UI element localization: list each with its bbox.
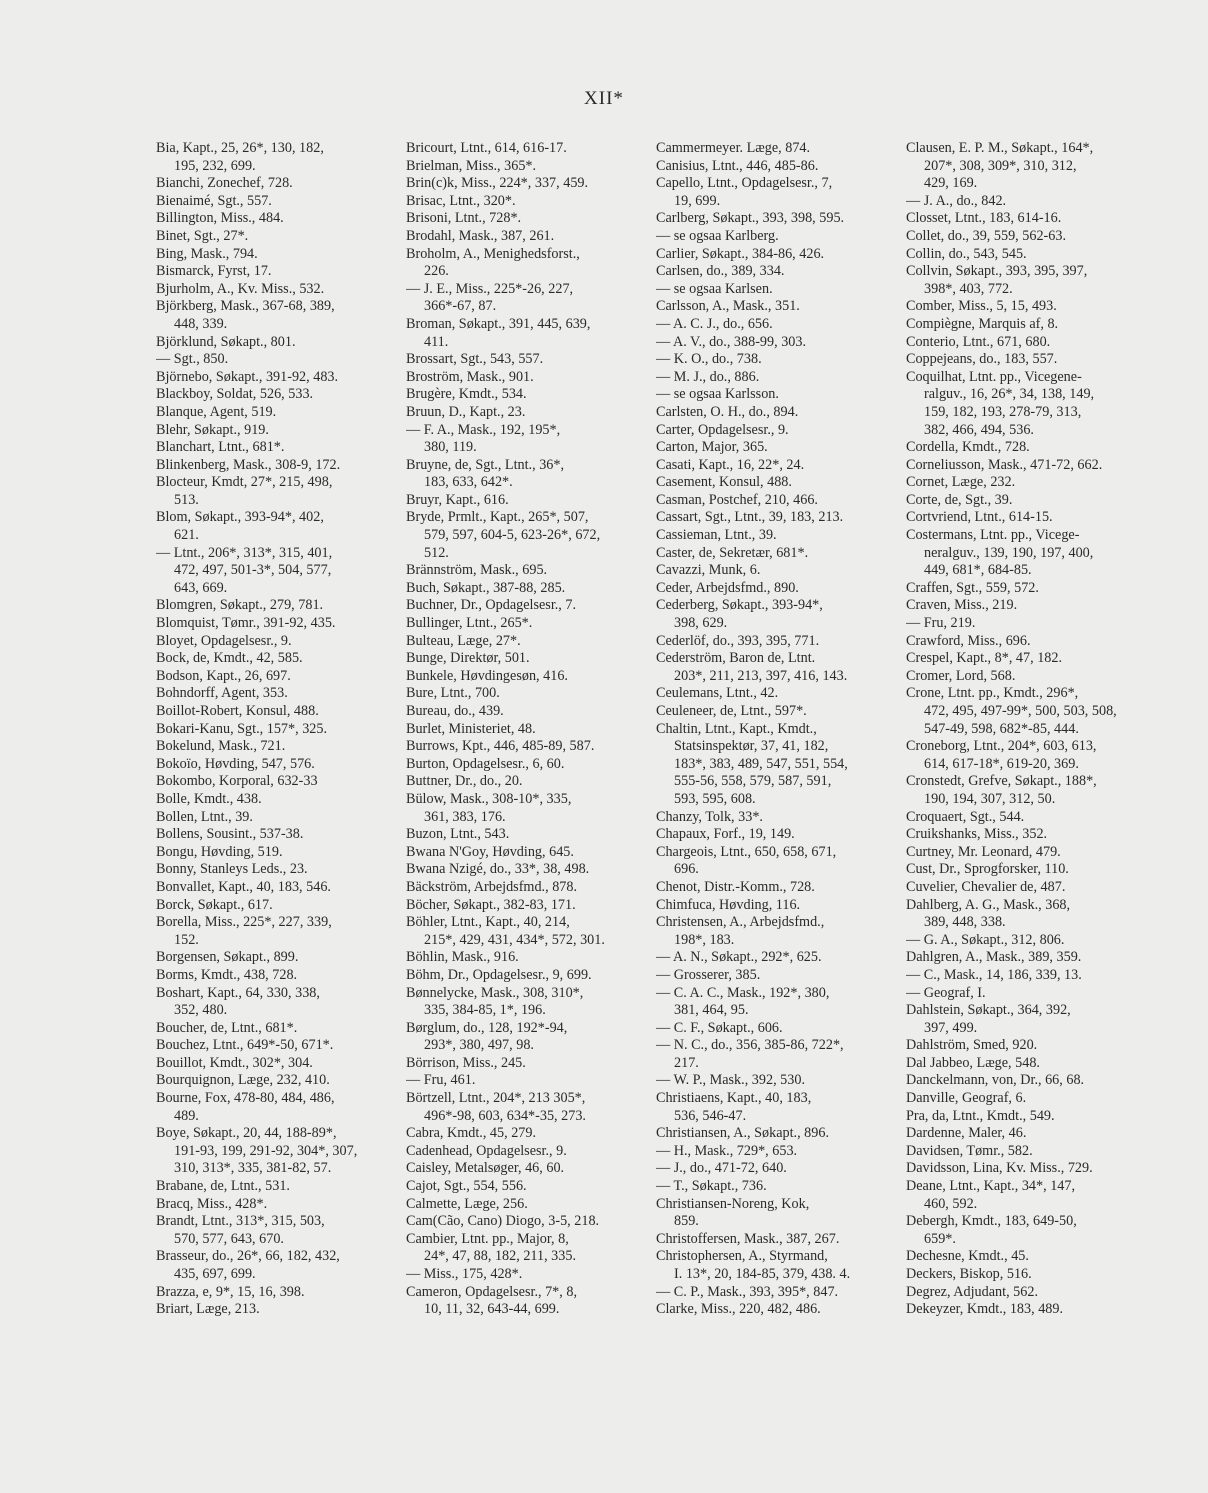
index-entry: Crespel, Kapt., 8*, 47, 182. [906, 650, 1063, 667]
index-entry-continuation: 512. [424, 544, 449, 561]
index-entry: Chenot, Distr.-Komm., 728. [656, 878, 815, 895]
index-entry-continuation: Statsinspektør, 37, 41, 182, [674, 738, 829, 755]
index-entry: Curtney, Mr. Leonard, 479. [906, 843, 1061, 860]
index-entry: Craven, Miss., 219. [906, 597, 1018, 614]
index-entry: — Geograf, I. [906, 984, 986, 1001]
index-entry: Caisley, Metalsøger, 46, 60. [406, 1160, 565, 1177]
index-entry: Bruun, D., Kapt., 23. [406, 403, 526, 420]
index-entry: Coquilhat, Ltnt. pp., Vicegene- [906, 368, 1082, 385]
index-entry-continuation: 381, 464, 95. [674, 1002, 749, 1019]
index-entry: Chanzy, Tolk, 33*. [656, 808, 763, 825]
index-entry: Dahlgren, A., Mask., 389, 359. [906, 949, 1082, 966]
index-entry: Bing, Mask., 794. [156, 245, 258, 262]
index-entry-continuation: 152. [174, 931, 199, 948]
index-entry: — M. J., do., 886. [656, 368, 760, 385]
index-entry: — A. C. J., do., 656. [656, 315, 773, 332]
index-entry: Calmette, Læge, 256. [406, 1195, 528, 1212]
index-entry: — A. V., do., 388-99, 303. [656, 333, 807, 350]
index-entry: Croneborg, Ltnt., 204*, 603, 613, [906, 738, 1097, 755]
index-entry: Böhm, Dr., Opdagelsesr., 9, 699. [406, 966, 592, 983]
index-entry: Broholm, A., Menighedsforst., [406, 245, 580, 262]
index-entry: Collvin, Søkapt., 393, 395, 397, [906, 263, 1088, 280]
index-entry: Caster, de, Sekretær, 681*. [656, 544, 809, 561]
index-entry: Dardenne, Maler, 46. [906, 1125, 1027, 1142]
index-entry: Cassieman, Ltnt., 39. [656, 527, 777, 544]
index-entry: Christensen, A., Arbejdsfmd., [656, 914, 825, 931]
index-entry: Carlberg, Søkapt., 393, 398, 595. [656, 210, 845, 227]
index-entry: Cassart, Sgt., Ltnt., 39, 183, 213. [656, 509, 844, 526]
index-entry: Cajot, Sgt., 554, 556. [406, 1178, 527, 1195]
index-entry: Bolle, Kmdt., 438. [156, 790, 262, 807]
index-entry-continuation: 536, 546-47. [674, 1107, 747, 1124]
index-entry: — Sgt., 850. [156, 351, 229, 368]
index-entry: Collet, do., 39, 559, 562-63. [906, 227, 1066, 244]
index-entry: Bwana N'Goy, Høvding, 645. [406, 843, 574, 860]
index-entry: Chimfuca, Høvding, 116. [656, 896, 801, 913]
index-entry: Bryde, Prmlt., Kapt., 265*, 507, [406, 509, 589, 526]
index-entry: Bonvallet, Kapt., 40, 183, 546. [156, 878, 331, 895]
index-entry: Briart, Læge, 213. [156, 1301, 260, 1318]
index-entry: — J. E., Miss., 225*-26, 227, [406, 280, 574, 297]
index-entry: Carlsen, do., 389, 334. [656, 263, 785, 280]
index-entry: — C., Mask., 14, 186, 339, 13. [906, 966, 1082, 983]
index-entry: Borck, Søkapt., 617. [156, 896, 273, 913]
index-entry-continuation: 310, 313*, 335, 381-82, 57. [174, 1160, 332, 1177]
index-entry: Cameron, Opdagelsesr., 7*, 8, [406, 1283, 578, 1300]
index-entry: Bodson, Kapt., 26, 697. [156, 667, 291, 684]
index-entry-continuation: 293*, 380, 497, 98. [424, 1037, 534, 1054]
index-entry: Cromer, Lord, 568. [906, 667, 1016, 684]
index-entry: Cust, Dr., Sprogforsker, 110. [906, 861, 1069, 878]
index-entry-continuation: 352, 480. [174, 1002, 228, 1019]
index-entry: Blanchart, Ltnt., 681*. [156, 439, 285, 456]
index-entry-continuation: 472, 495, 497-99*, 500, 503, 508, [924, 703, 1117, 719]
index-entry: Bismarck, Fyrst, 17. [156, 263, 272, 280]
index-entry: Broman, Søkapt., 391, 445, 639, [406, 315, 591, 332]
index-entry: Bureau, do., 439. [406, 703, 504, 719]
index-entry: — Fru, 219. [906, 615, 976, 632]
index-entry: Craffen, Sgt., 559, 572. [906, 579, 1039, 596]
index-entry-continuation: 190, 194, 307, 312, 50. [924, 790, 1056, 807]
index-entry: Brielman, Miss., 365*. [406, 157, 537, 174]
index-entry: Cordella, Kmdt., 728. [906, 439, 1030, 456]
index-entry: Bokari-Kanu, Sgt., 157*, 325. [156, 720, 328, 737]
index-entry: Björkberg, Mask., 367-68, 389, [156, 298, 335, 315]
index-entry: Bia, Kapt., 25, 26*, 130, 182, [156, 140, 324, 156]
index-entry: Brisoni, Ltnt., 728*. [406, 210, 522, 227]
index-entry: Billington, Miss., 484. [156, 210, 284, 227]
index-entry: Deckers, Biskop, 516. [906, 1266, 1032, 1282]
index-entry: Christophersen, A., Styrmand, [656, 1248, 828, 1265]
index-entry: Casman, Postchef, 210, 466. [656, 491, 818, 508]
index-entry: Börrison, Miss., 245. [406, 1054, 526, 1071]
index-entry: Blocteur, Kmdt, 27*, 215, 498, [156, 474, 333, 491]
index-entry: Chapaux, Forf., 19, 149. [656, 826, 795, 843]
index-entry: Carlier, Søkapt., 384-86, 426. [656, 245, 825, 262]
index-entry: Crone, Ltnt. pp., Kmdt., 296*, [906, 685, 1079, 702]
index-entry-continuation: 489. [174, 1107, 199, 1124]
index-entry: Cam(Cão, Cano) Diogo, 3-5, 218. [406, 1213, 600, 1230]
index-entry: Bollen, Ltnt., 39. [156, 808, 253, 825]
index-entry-continuation: 203*, 211, 213, 397, 416, 143. [674, 667, 848, 684]
index-entry-continuation: 621. [174, 527, 199, 544]
index-entry: Bloyet, Opdagelsesr., 9. [156, 632, 292, 649]
index-entry: Bourquignon, Læge, 232, 410. [156, 1072, 330, 1089]
index-entry-continuation: 513. [174, 491, 199, 508]
index-entry: Broström, Mask., 901. [406, 368, 534, 385]
index-entry-continuation: 643, 669. [174, 579, 228, 596]
index-entry: Cavazzi, Munk, 6. [656, 562, 761, 579]
index-entry: Bülow, Mask., 308-10*, 335, [406, 790, 572, 807]
index-entry: Clausen, E. P. M., Søkapt., 164*, [906, 140, 1094, 156]
index-entry-continuation: 19, 699. [674, 192, 721, 209]
index-entry: Cortvriend, Ltnt., 614-15. [906, 509, 1053, 526]
index-column-2 [406, 140, 651, 1319]
index-entry: Chargeois, Ltnt., 650, 658, 671, [656, 843, 837, 860]
index-entry-continuation: neralguv., 139, 190, 197, 400, [924, 544, 1094, 561]
index-entry: Bønnelycke, Mask., 308, 310*, [406, 984, 584, 1001]
index-entry: Boucher, de, Ltnt., 681*. [156, 1019, 298, 1036]
index-entry-continuation: 570, 577, 643, 670. [174, 1230, 284, 1247]
index-entry: Carlsten, O. H., do., 894. [656, 403, 799, 420]
index-entry-continuation: 159, 182, 193, 278-79, 313, [924, 403, 1082, 420]
index-entry: Christiansen, A., Søkapt., 896. [656, 1125, 830, 1142]
index-entry: Casati, Kapt., 16, 22*, 24. [656, 456, 805, 473]
index-entry: Brännström, Mask., 695. [406, 562, 548, 579]
index-entry: Danville, Geograf, 6. [906, 1090, 1027, 1107]
index-entry: Brasseur, do., 26*, 66, 182, 432, [156, 1248, 340, 1265]
index-entry-continuation: 24*, 47, 88, 182, 211, 335. [424, 1248, 576, 1265]
index-entry: Boshart, Kapt., 64, 330, 338, [156, 984, 320, 1001]
index-entry: Christiaens, Kapt., 40, 183, [656, 1090, 812, 1107]
index-entry: Bock, de, Kmdt., 42, 585. [156, 650, 303, 667]
index-entry: Brossart, Sgt., 543, 557. [406, 351, 544, 368]
index-entry: Casement, Konsul, 488. [656, 474, 792, 491]
index-entry: Davidsen, Tømr., 582. [906, 1142, 1033, 1159]
index-entry-continuation: 579, 597, 604-5, 623-26*, 672, [424, 527, 601, 544]
index-entry-continuation: 614, 617-18*, 619-20, 369. [924, 755, 1079, 772]
page-number: XII* [584, 88, 624, 109]
index-entry: Björnebo, Søkapt., 391-92, 483. [156, 368, 339, 385]
index-entry: Bokelund, Mask., 721. [156, 738, 286, 755]
index-entry: Canisius, Ltnt., 446, 485-86. [656, 157, 819, 174]
index-entry: — Fru, 461. [406, 1072, 476, 1089]
index-entry: Blomgren, Søkapt., 279, 781. [156, 597, 324, 614]
index-entry: Blehr, Søkapt., 919. [156, 421, 269, 438]
index-entry: Bricourt, Ltnt., 614, 616-17. [406, 140, 567, 156]
index-entry-continuation: 448, 339. [174, 315, 228, 332]
index-entry-continuation: 195, 232, 699. [174, 157, 256, 174]
index-entry: Börtzell, Ltnt., 204*, 213 305*, [406, 1090, 586, 1107]
index-entry: Cabra, Kmdt., 45, 279. [406, 1125, 537, 1142]
index-entry: — A. N., Søkapt., 292*, 625. [656, 949, 822, 966]
index-entry: Bäckström, Arbejdsfmd., 878. [406, 878, 578, 895]
index-entry: — Grosserer, 385. [656, 966, 761, 983]
index-entry: Burlet, Ministeriet, 48. [406, 720, 536, 737]
index-column-4 [906, 140, 1151, 1319]
index-entry: Bongu, Høvding, 519. [156, 843, 283, 860]
index-entry: Carter, Opdagelsesr., 9. [656, 421, 789, 438]
index-entry: Costermans, Ltnt. pp., Vicege- [906, 527, 1080, 544]
index-entry: — H., Mask., 729*, 653. [656, 1142, 798, 1159]
index-entry: — K. O., do., 738. [656, 351, 762, 368]
index-entry-continuation: 335, 384-85, 1*, 196. [424, 1002, 546, 1019]
index-entry: Cammermeyer. Læge, 874. [656, 140, 811, 156]
index-entry: Coppejeans, do., 183, 557. [906, 351, 1058, 368]
index-entry: Bohndorff, Agent, 353. [156, 685, 288, 702]
index-entry: Borms, Kmdt., 438, 728. [156, 966, 298, 983]
index-entry: Brabane, de, Ltnt., 531. [156, 1178, 290, 1195]
index-entry: — W. P., Mask., 392, 530. [656, 1072, 805, 1089]
index-entry-continuation: 226. [424, 263, 449, 280]
index-entry: Brodahl, Mask., 387, 261. [406, 227, 555, 244]
index-entry: Conterio, Ltnt., 671, 680. [906, 333, 1051, 350]
index-entry-continuation: 398*, 403, 772. [924, 280, 1013, 297]
index-entry: Dal Jabbeo, Læge, 548. [906, 1054, 1040, 1071]
index-entry: Bure, Ltnt., 700. [406, 685, 500, 702]
index-entry: Cambier, Ltnt. pp., Major, 8, [406, 1230, 569, 1247]
index-entry: Binet, Sgt., 27*. [156, 227, 249, 244]
index-entry: Bjurholm, A., Kv. Miss., 532. [156, 280, 325, 297]
index-entry: Carton, Major, 365. [656, 439, 768, 456]
index-entry-continuation: I. 13*, 20, 184-85, 379, 438. 4. [674, 1266, 851, 1282]
index-entry: Bwana Nzigé, do., 33*, 38, 498. [406, 861, 590, 878]
index-entry: Compiègne, Marquis af, 8. [906, 315, 1059, 332]
index-entry: Buch, Søkapt., 387-88, 285. [406, 579, 566, 596]
index-entry-continuation: 10, 11, 32, 643-44, 699. [424, 1301, 560, 1318]
index-entry-continuation: 380, 119. [424, 439, 477, 456]
index-entry: Boillot-Robert, Konsul, 488. [156, 703, 319, 719]
index-entry-continuation: 361, 383, 176. [424, 808, 506, 825]
index-entry: Cederlöf, do., 393, 395, 771. [656, 632, 820, 649]
index-entry: Buzon, Ltnt., 543. [406, 826, 510, 843]
index-entry: Burrows, Kpt., 446, 485-89, 587. [406, 738, 595, 755]
index-entry: Capello, Ltnt., Opdagelsesr., 7, [656, 175, 833, 192]
index-entry: Dekeyzer, Kmdt., 183, 489. [906, 1301, 1064, 1318]
index-entry: Debergh, Kmdt., 183, 649-50, [906, 1213, 1077, 1230]
index-entry-continuation: 859. [674, 1213, 699, 1230]
index-entry: Croquaert, Sgt., 544. [906, 808, 1025, 825]
index-entry: — Ltnt., 206*, 313*, 315, 401, [156, 544, 333, 561]
index-entry: Bruyr, Kapt., 616. [406, 491, 509, 508]
index-entry-continuation: 389, 448, 338. [924, 914, 1006, 931]
index-entry: Böhler, Ltnt., Kapt., 40, 214, [406, 914, 570, 931]
index-entry-continuation: 217. [674, 1054, 699, 1071]
index-entry: Cornet, Læge, 232. [906, 474, 1016, 491]
index-entry-continuation: 397, 499. [924, 1019, 978, 1036]
index-entry: Blackboy, Soldat, 526, 533. [156, 386, 314, 403]
index-entry: Christoffersen, Mask., 387, 267. [656, 1230, 840, 1247]
index-entry: Chaltin, Ltnt., Kapt., Kmdt., [656, 720, 817, 737]
index-entry: Bourne, Fox, 478-80, 484, 486, [156, 1090, 335, 1107]
index-entry: — se ogsaa Karlberg. [656, 227, 779, 244]
index-entry: Brin(c)k, Miss., 224*, 337, 459. [406, 175, 589, 192]
index-entry-continuation: ralguv., 16, 26*, 34, 138, 149, [924, 386, 1095, 403]
index-entry: Cederström, Baron de, Ltnt. [656, 650, 816, 667]
index-entry: Davidsson, Lina, Kv. Miss., 729. [906, 1160, 1093, 1177]
index-entry: Carlsson, A., Mask., 351. [656, 298, 800, 315]
index-entry: Bunkele, Høvdingesøn, 416. [406, 667, 568, 684]
index-entry-continuation: 449, 681*, 684-85. [924, 562, 1032, 579]
index-entry: Dechesne, Kmdt., 45. [906, 1248, 1029, 1265]
index-entry: Dahlstein, Søkapt., 364, 392, [906, 1002, 1071, 1019]
index-entry: Ceuleneer, de, Ltnt., 597*. [656, 703, 807, 719]
index-entry: Brugère, Kmdt., 534. [406, 386, 527, 403]
index-entry: Buttner, Dr., do., 20. [406, 773, 523, 790]
index-entry: Dahlström, Smed, 920. [906, 1037, 1038, 1054]
index-entry-continuation: 215*, 429, 431, 434*, 572, 301. [424, 931, 605, 948]
index-entry: Brazza, e, 9*, 15, 16, 398. [156, 1283, 305, 1300]
index-entry: Cruikshanks, Miss., 352. [906, 826, 1048, 843]
index-entry-continuation: 382, 466, 494, 536. [924, 421, 1034, 438]
index-entry: — se ogsaa Karlsen. [656, 280, 773, 297]
index-entry: — J., do., 471-72, 640. [656, 1160, 787, 1177]
index-entry-continuation: 411. [424, 333, 449, 350]
index-entry-continuation: 555-56, 558, 579, 587, 591, [674, 773, 832, 790]
index-entry: Bunge, Direktør, 501. [406, 650, 530, 667]
index-entry: — N. C., do., 356, 385-86, 722*, [656, 1037, 844, 1054]
index-entry: Dahlberg, A. G., Mask., 368, [906, 896, 1071, 913]
index-entry: Blinkenberg, Mask., 308-9, 172. [156, 456, 341, 473]
index-entry: Corneliusson, Mask., 471-72, 662. [906, 456, 1103, 473]
index-entry: — C. P., Mask., 393, 395*, 847. [656, 1283, 839, 1300]
index-entry: — G. A., Søkapt., 312, 806. [906, 931, 1065, 948]
index-entry: Christiansen-Noreng, Kok, [656, 1195, 810, 1212]
index-entry: — F. A., Mask., 192, 195*, [406, 421, 561, 438]
index-entry: Danckelmann, von, Dr., 66, 68. [906, 1072, 1085, 1089]
index-entry: Bollens, Sousint., 537-38. [156, 826, 304, 843]
index-entry-continuation: 183, 633, 642*. [424, 474, 513, 491]
index-entry-continuation: 435, 697, 699. [174, 1266, 256, 1282]
index-column-3 [656, 140, 901, 1319]
index-entry: — se ogsaa Karlsson. [656, 386, 779, 403]
index-entry: Brandt, Ltnt., 313*, 315, 503, [156, 1213, 325, 1230]
index-entry: Bruyne, de, Sgt., Ltnt., 36*, [406, 456, 565, 473]
index-entry-continuation: 429, 169. [924, 175, 978, 192]
index-entry: Pra, da, Ltnt., Kmdt., 549. [906, 1107, 1055, 1124]
index-entry: Børglum, do., 128, 192*-94, [406, 1019, 568, 1036]
index-entry: Böhlin, Mask., 916. [406, 949, 519, 966]
index-entry: Blomquist, Tømr., 391-92, 435. [156, 615, 336, 632]
index-entry-continuation: 472, 497, 501-3*, 504, 577, [174, 562, 332, 579]
index-entry: Cronstedt, Grefve, Søkapt., 188*, [906, 773, 1097, 790]
index-entry: Cederberg, Søkapt., 393-94*, [656, 597, 823, 614]
index-entry: Bouillot, Kmdt., 302*, 304. [156, 1054, 313, 1071]
index-entry-continuation: 547-49, 598, 682*-85, 444. [924, 720, 1079, 737]
index-entry: Ceulemans, Ltnt., 42. [656, 685, 779, 702]
index-entry-continuation: 398, 629. [674, 615, 728, 632]
index-entry: Closset, Ltnt., 183, 614-16. [906, 210, 1062, 227]
index-entry-continuation: 496*-98, 603, 634*-35, 273. [424, 1107, 586, 1124]
index-entry: — J. A., do., 842. [906, 192, 1007, 209]
index-entry: Bonny, Stanleys Leds., 23. [156, 861, 308, 878]
index-entry-continuation: 659*. [924, 1230, 956, 1247]
index-entry: Björklund, Søkapt., 801. [156, 333, 296, 350]
index-entry-continuation: 191-93, 199, 291-92, 304*, 307, [174, 1142, 358, 1159]
index-entry: Collin, do., 543, 545. [906, 245, 1027, 262]
index-entry: Bullinger, Ltnt., 265*. [406, 615, 533, 632]
index-entry: Clarke, Miss., 220, 482, 486. [656, 1301, 821, 1318]
index-entry: Brisac, Ltnt., 320*. [406, 192, 516, 209]
index-entry: Blanque, Agent, 519. [156, 403, 277, 420]
index-entry: — C. A. C., Mask., 192*, 380, [656, 984, 830, 1001]
index-entry: — T., Søkapt., 736. [656, 1178, 767, 1195]
index-entry: Corte, de, Sgt., 39. [906, 491, 1013, 508]
index-entry: Burton, Opdagelsesr., 6, 60. [406, 755, 565, 772]
index-entry-continuation: 198*, 183. [674, 931, 735, 948]
index-entry-continuation: 207*, 308, 309*, 310, 312, [924, 157, 1077, 174]
index-entry-continuation: 593, 595, 608. [674, 790, 756, 807]
index-entry-continuation: 460, 592. [924, 1195, 978, 1212]
index-entry-continuation: 696. [674, 861, 699, 878]
index-entry: Cadenhead, Opdagelsesr., 9. [406, 1142, 567, 1159]
index-entry: Crawford, Miss., 696. [906, 632, 1031, 649]
index-entry-continuation: 366*-67, 87. [424, 298, 497, 315]
index-entry: Bokoïo, Høvding, 547, 576. [156, 755, 315, 772]
index-entry: Boye, Søkapt., 20, 44, 188-89*, [156, 1125, 337, 1142]
index-entry: Degrez, Adjudant, 562. [906, 1283, 1038, 1300]
index-entry: Bianchi, Zonechef, 728. [156, 175, 293, 192]
index-entry: Blom, Søkapt., 393-94*, 402, [156, 509, 324, 526]
index-column-1 [156, 140, 401, 1319]
index-entry: — Miss., 175, 428*. [406, 1266, 523, 1282]
index-entry: Bouchez, Ltnt., 649*-50, 671*. [156, 1037, 334, 1054]
index-entry: Borella, Miss., 225*, 227, 339, [156, 914, 332, 931]
index-entry: Bracq, Miss., 428*. [156, 1195, 268, 1212]
index-entry-continuation: 183*, 383, 489, 547, 551, 554, [674, 755, 848, 772]
index-entry: — C. F., Søkapt., 606. [656, 1019, 783, 1036]
index-entry: Cuvelier, Chevalier de, 487. [906, 878, 1066, 895]
index-entry: Bienaimé, Sgt., 557. [156, 192, 272, 209]
index-entry: Buchner, Dr., Opdagelsesr., 7. [406, 597, 577, 614]
index-entry: Bokombo, Korporal, 632-33 [156, 773, 318, 790]
index-entry: Ceder, Arbejdsfmd., 890. [656, 579, 799, 596]
index-entry: Bulteau, Læge, 27*. [406, 632, 521, 649]
index-entry: Comber, Miss., 5, 15, 493. [906, 298, 1057, 315]
index-entry: Deane, Ltnt., Kapt., 34*, 147, [906, 1178, 1076, 1195]
index-entry: Borgensen, Søkapt., 899. [156, 949, 299, 966]
index-entry: Böcher, Søkapt., 382-83, 171. [406, 896, 576, 913]
